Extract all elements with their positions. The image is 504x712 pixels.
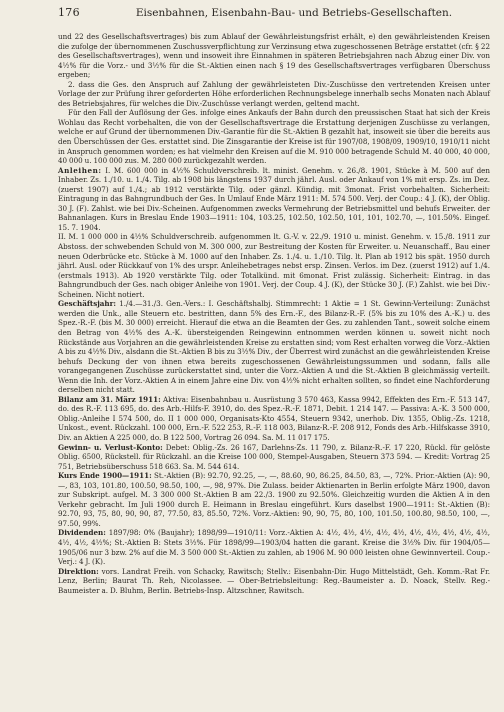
paragraph (58, 567, 490, 596)
paragraph-label: Bilanz am 31. März 1911: (58, 394, 161, 404)
body-text (58, 32, 490, 595)
paragraph-text: I. M. 600 000 in 4½% Schuldverschreib. lt. minist. Genehm. v. 26./8. 1901, Stücke à M. 500 auf den Inhaber. Zs. 1./10. u. 1./4. Tilg. ab 1908 bis längstens 1937 durch jährl. Ausl. oder Ankauf von 1% mit ersp. Zs. im Dez. (zuerst 1907) auf 1./4.; ab 1912 verstärkte Tilg. oder gänzl. Kündig. mit 3monat. Frist vorbehalten. Sicherheit: Eintragung in das Bahngrundbuch der Ges. In Umlauf Ende März 1911: M. 574 500. Verj. der Coup.: 4 J. (K), der Oblig. 30 J. (F). Zahlst. wie bei Div.-Scheinen. Aufgenommen zwecks Vermehrung der Betriebsmittel und behufs Erweiter. der Bahnanlagen. Kurs in Breslau Ende 1903—1911: 104, 103.25, 102.50, 102.50, 101, 101, 102.70, —, 101.50%. Eingef. 15. 7. 1904. (58, 165, 490, 232)
paragraph-text: und 22 des Gesellschaftsvertrages) bis zum Ablauf der Gewährleistungsfrist erhält, e) den gewährleistenden Kreisen die zufolge der übernommenen Zuschussverpflichtung zur Verzinsung etwa zugeschossenen Beträge erstattet (cfr. § 22 des Gesellschaftsvertrages), wenn und insoweit ihre Einnahmen in späteren Betriebsjahren nach Abzug einer Div. von 4½% für die Vorz.- und 3½% für die St.-Aktien einen nach § 19 des Gesellschaftsvertrages verfügbaren Überschuss ergeben; (58, 32, 490, 80)
paragraph-text: 1./4.—31./3. Gen.-Vers.: I. Geschäftshalbj. Stimmrecht: 1 Aktie = 1 St. Gewinn-Verteilung: Zunächst werden die Unk., alle Steuern etc. bestritten, dann 5% des Ern.-F., des Bilanz-R.-F. (5% bis zu 10% des A.-K.) u. des Spez.-R.-F. (bis M. 30 000) erreicht. Hierauf die etwa an die Beamten der Ges. zu zahlenden Tant., soweit solche einem den Betrag von 4½% des A.-K. übersteigenden Reingewinn entnommen werden können u. soweit nicht noch Rückstände aus Vorjahren an die gewährleistenden Kreise zu erstatten sind; vom Rest erhalten vorweg die Vorz.-Aktien A bis zu 4½% Div., alsdann die St.-Aktien B bis zu 3½% Div., der Überrest wird zunächst an die gewährleistenden Kreise behufs Deckung der von ihnen etwa bereits zugeschossenen Gewährleistungssummen und sodann, falls alle vorangegangenen Zuschüsse zurückerstattet sind, unter die Vorz.-Aktien A und die St.-Aktien B gleichmässig verteilt. Wenn die Inh. der Vorz.-Aktien A in einem Jahre eine Div. von 4½% nicht erhalten sollten, so findet eine Nachforderung derselben nicht statt. (58, 299, 490, 395)
paragraph-text: 2. dass die Ges. den Anspruch auf Zahlung der gewährleisteten Div.-Zuschüsse den vertretenden Kreisen unter Vorlage der zur Prüfung ihrer geforderten Höhe erforderlichen Rechnungsbelege innerhalb sechs Monaten nach Ablauf des Betriebsjahres, für welches die Div.-Zuschüsse verlangt werden, geltend macht. (58, 79, 490, 108)
paragraph (58, 395, 490, 443)
paragraph-label: Anleihen: (58, 165, 102, 175)
paragraph-label: Gewinn- u. Verlust-Konto: (58, 442, 163, 452)
paragraph-text: St.-Aktien (B): 92.70, 92.25, —, —, 88.60, 90, 86.25, 84.50, 83, —, 72%. Prior.-Aktien (A): 90, —, 83, 103, 101.80, 100.50, 98.50, 100, —, 98, 97%. Die Zulass. beider Aktienarten in Berlin erfolgte März 1900, davon zur Subskript. aufgel. M. 3 300 000 St.-Aktien B am 22./3. 1900 zu 92.50%. Gleichzeitig wurden die Aktien A in den Verkehr gebracht. Im Juli 1900 durch E. Heimann in Breslau eingeführt. Kurs daselbst 1900—1911: St.-Aktien (B): 92.70, 93, 75, 80, 90, 90, 87, 77.50, 83, 85.50, 72%. Vorz.-Aktien: 90, 90, 75, 80, 100, 101.50, 100.80, 98.50, 100, —, 97.50, 99%. (58, 471, 490, 528)
page-number: 176 (58, 6, 80, 19)
paragraph (58, 108, 490, 165)
paragraph-text: Aktiva: Eisenbahnbau u. Ausrüstung 3 570 463, Kassa 9942, Effekten des Ern.-F. 513 147, do. des R.-F. 113 695, do. des Arb.-Hilfs-F. 3910, do. des Spez.-R.-F. 1871, Debit. 1 214 147. — Passiva: A.-K. 3 500 000, Oblig.-Anleihe I 574 500, do. II 1 000 000, Organisats-Kto 4554, Steuern 9342, unerhob. Div. 1355, Oblig.-Zs. 1218, Unkost., event. Rückzahl. 100 000, Ern.-F. 522 253, R.-F. 118 003, Bilanz-R.-F. 208 912, Fonds des Arb.-Hilfskasse 3910, Div. an Aktien A 225 000, do. B 122 500, Vortrag 26 094. Sa. M. 11 017 175. (58, 394, 490, 442)
paragraph-label: Kurs Ende 1900—1911: (58, 471, 152, 481)
paragraph-label: Geschäftsjahr: (58, 299, 117, 309)
paragraph-text: II. M. 1 000 000 in 4½% Schuldverschreib. aufgenommen lt. G.-V. v. 22./9. 1910 u. minist. Genehm. v. 15./8. 1911 zur Abstoss. der schwebenden Schuld von M. 300 000, zur Bestreitung der Kosten für Erweiter. u. Neuanschaff., Bau einer neuen Oderbrücke etc. Stücke à M. 1000 auf den Inhaber. Zs. 1./4. u. 1./10. Tilg. lt. Plan ab 1912 bis spät. 1950 durch jährl. Ausl. oder Rückkauf von 1% des urspr. Anleihebetrages nebst ersp. Zinsen. Verlos. im Dez. (zuerst 1912) auf 1./4. (erstmals 1913). Ab 1920 verstärkte Tilg. oder Totalkünd. mit 6monat. Frist zulässig. Sicherheit: Eintrag. in das Bahngrundbuch der Ges. nach obiger Anleihe von 1901. Verj. der Coup. 4 J. (K), der Stücke 30 J. (F.) Zahlst. wie bei Div.-Scheinen. Nicht notiert. (58, 232, 490, 299)
paragraph (58, 232, 490, 299)
paragraph (58, 471, 490, 528)
paragraph-label: Direktion: (58, 566, 99, 576)
paragraph (58, 443, 490, 472)
paragraph (58, 528, 490, 566)
paragraph-text: Debet: Oblig.-Zs. 26 167, Darlehns-Zs. 11 790, z. Bilanz-R.-F. 17 220, Rückl. für gelöste Oblig. 6500, Rückstell. für Rückzahl. an die Kreise 100 000, Stempel-Ausgaben, Steuern 373 594. — Kredit: Vortrag 25 751, Betriebsüberschuss 518 663. Sa. M. 544 614. (58, 442, 490, 471)
paragraph (58, 80, 490, 109)
paragraph-text: vors. Landrat Freih. von Schacky, Rawitsch; Stellv.: Eisenbahn-Dir. Hugo Mittelstädt, Geh. Komm.-Rat Fr. Lenz, Berlin; Baurat Th. Reh, Nicolassee. — Ober-Betriebsleitung: Reg.-Baumeister a. D. Noack, Stellv. Reg.-Baumeister a. D. Bluhm, Berlin. Betriebs-Insp. Altzschner, Rawitsch. (58, 566, 490, 595)
paragraph-text: Für den Fall der Auflösung der Ges. infolge eines Ankaufs der Bahn durch den preussischen Staat hat sich der Kreis Wohlau das Recht vorbehalten, die von der Gesellschaftsvertrage die Erstattung derjenigen Zuschüsse zu verlangen, welche er auf Grund der übernommenen Div.-Garantie für die St.-Aktien B gezahlt hat, insoweit sie über die bereits aus den Überschüssen der Ges. erstattet sind. Die Zinsgarantie der Kreise ist für 1907/08, 1908/09, 1909/10, 1910/11 nicht in Anspruch genommen worden; es hat vielmehr den Kreisen auf die M. 910 000 betragende Schuld M. 40 000, 40 000, 40 000 u. 100 000 zus. M. 280 000 zurückgezahlt werden. (58, 108, 490, 166)
paragraph-text: 1897/98: 0% (Baujahr); 1898/99—1910/11: Vorz.-Aktien A: 4½, 4½, 4½, 4½, 4½, 4½, 4½, 4½, 4½, 4½, 4½, 4½, 4½%; St.-Aktien B: Stets 3½%. Für 1898/99—1903/04 hatten die garant. Kreise die 3½% Div. für 1904/05—1905/06 nur 3 bzw. 2% auf die M. 3 500 000 St.-Aktien zu zahlen, ab 1906 M. 90 000 leisten ohne Gewinnverteil. Coup.-Verj.: 4 J. (K). (58, 528, 490, 567)
page-header (58, 6, 490, 26)
paragraph (58, 166, 490, 233)
paragraph (58, 299, 490, 394)
paragraph (58, 32, 490, 80)
paragraph-label: Dividenden: (58, 528, 106, 538)
running-title: Eisenbahnen, Eisenbahn-Bau- und Betriebs-Gesellschaften. (135, 7, 453, 19)
